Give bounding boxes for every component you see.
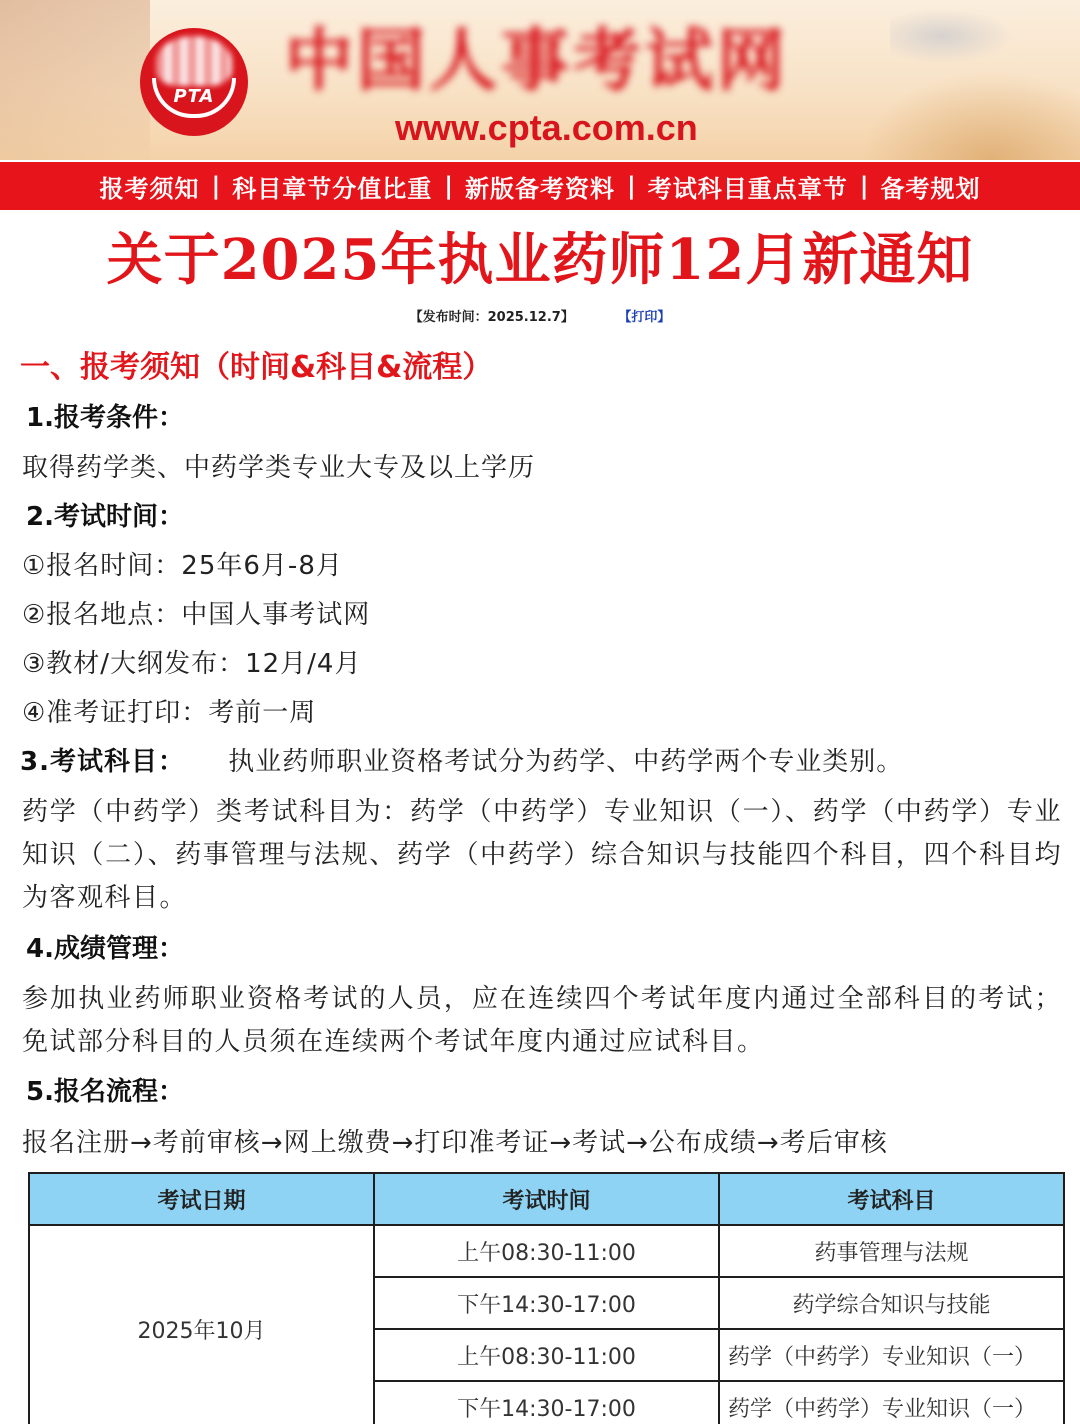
nav-separator: | (859, 172, 869, 200)
nav-item-new-materials[interactable]: 新版备考资料 (465, 174, 615, 203)
exam-date-cell: 2025年10月 (29, 1225, 374, 1424)
exam-time-cell: 下午14:30-17:00 (374, 1381, 719, 1424)
article-meta (0, 308, 1080, 328)
time-heading: 2.考试时间： (26, 502, 184, 532)
table-header-row (29, 1173, 1064, 1225)
stadium-image (860, 70, 1080, 160)
time-item: ①报名时间：25年6月-8月 (22, 551, 343, 581)
time-item: ②报名地点：中国人事考试网 (22, 600, 371, 630)
logo-text: PTA (173, 86, 215, 107)
time-item: ③教材/大纲发布：12月/4月 (22, 649, 362, 679)
exam-subject-cell: 药学综合知识与技能 (719, 1277, 1064, 1329)
publish-time: 【发布时间：2025.12.7】 (409, 310, 574, 325)
pta-logo[interactable] (140, 28, 248, 136)
site-url[interactable]: www.cpta.com.cn (395, 107, 698, 148)
condition-text: 取得药学类、中药学类专业大专及以上学历 (22, 453, 536, 483)
subject-heading: 3.考试科目： (20, 747, 185, 777)
table-row (29, 1225, 1064, 1277)
nav-item-key-chapters[interactable]: 考试科目重点章节 (647, 174, 848, 203)
column-header-time: 考试时间 (374, 1173, 719, 1225)
print-link[interactable]: 【打印】 (618, 310, 671, 325)
article-title: 关于2025年执业药师12月新通知 (106, 227, 974, 293)
nav-bar (0, 162, 1080, 210)
nav-separator: | (444, 172, 453, 200)
exam-subject-cell: 药事管理与法规 (719, 1225, 1064, 1277)
column-header-subject: 考试科目 (719, 1173, 1064, 1225)
subject-line (20, 742, 903, 782)
nav-separator: | (211, 172, 221, 200)
satellite-image (890, 6, 1020, 66)
subject-intro: 执业药师职业资格考试分为药学、中药学两个专业类别。 (228, 747, 904, 777)
time-item: ④准考证打印：考前一周 (22, 698, 317, 728)
score-heading: 4.成绩管理： (26, 934, 184, 964)
nav-item-study-plan[interactable]: 备考规划 (880, 174, 981, 203)
exam-time-cell: 下午14:30-17:00 (374, 1277, 719, 1329)
site-name: 中国人事考试网 (285, 22, 790, 101)
exam-subject-cell: 药学（中药学）专业知识（一） (719, 1381, 1064, 1424)
nav-item-exam-notice[interactable]: 报考须知 (99, 174, 200, 203)
nav-item-chapter-weights[interactable]: 科目章节分值比重 (232, 174, 433, 203)
condition-heading: 1.报考条件： (26, 403, 184, 433)
exam-time-cell: 上午08:30-11:00 (374, 1329, 719, 1381)
score-text: 参加执业药师职业资格考试的人员，应在连续四个考试年度内通过全部科目的考试；免试部分科目的人员须在连续两个考试年度内通过应试科目。 (22, 984, 1062, 1057)
exam-time-cell: 上午08:30-11:00 (374, 1225, 719, 1277)
process-text: 报名注册→考前审核→网上缴费→打印准考证→考试→公布成绩→考后审核 (22, 1128, 888, 1158)
exam-schedule-table (28, 1172, 1065, 1424)
subject-text: 药学（中药学）类考试科目为：药学（中药学）专业知识（一）、药学（中药学）专业知识（二）、药事管理与法规、药学（中药学）综合知识与技能四个科目，四个科目均为客观科目。 (22, 797, 1062, 913)
site-banner (0, 0, 1080, 160)
great-wall-image (0, 0, 150, 160)
column-header-date: 考试日期 (29, 1173, 374, 1225)
section-heading: 一、报考须知（时间&科目&流程） (20, 350, 493, 385)
nav-separator: | (627, 172, 636, 200)
process-heading: 5.报名流程： (26, 1077, 184, 1107)
exam-subject-cell: 药学（中药学）专业知识（一） (719, 1329, 1064, 1381)
